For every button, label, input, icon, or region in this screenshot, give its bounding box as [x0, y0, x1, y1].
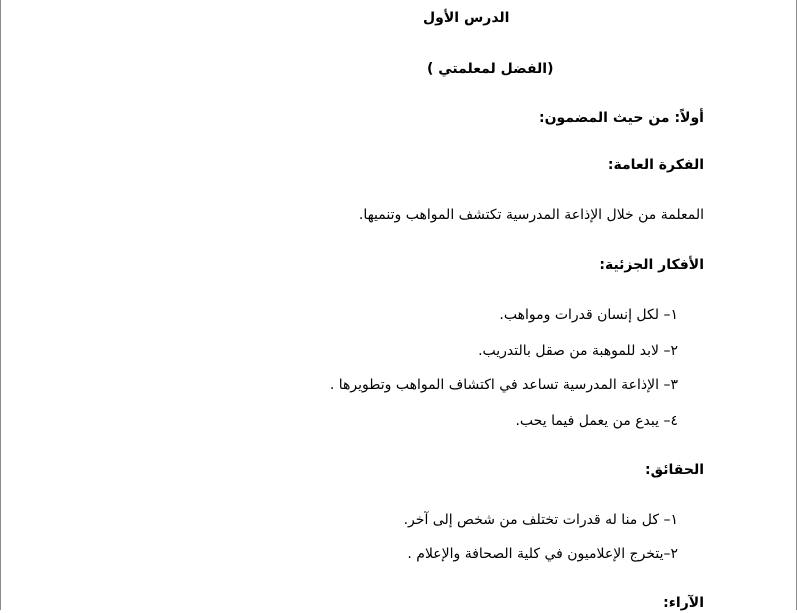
- partial-idea-item: ٢– لابد للموهبة من صقل بالتدريب.: [478, 343, 678, 359]
- partial-ideas-heading: الأفكار الجزئية:: [599, 257, 704, 273]
- lesson-title: الدرس الأول: [423, 10, 510, 26]
- facts-heading: الحقائق:: [645, 462, 704, 478]
- opinions-heading: الآراء:: [663, 595, 704, 611]
- general-idea-text: المعلمة من خلال الإذاعة المدرسية تكتشف المواهب وتنميها.: [358, 207, 704, 223]
- general-idea-heading: الفكرة العامة:: [607, 157, 704, 173]
- lesson-subtitle: (الفضل لمعلمتي ): [427, 61, 554, 77]
- partial-idea-item: ٣– الإذاعة المدرسية تساعد في اكتشاف المواهب وتطويرها .: [329, 377, 678, 393]
- partial-idea-item: ١– لكل إنسان قدرات ومواهب.: [499, 307, 678, 323]
- fact-item: ١– كل منا له قدرات تختلف من شخص إلى آخر.: [403, 512, 678, 528]
- section-content-heading: أولاً: من حيث المضمون:: [539, 110, 704, 126]
- partial-idea-item: ٤– يبدع من يعمل فيما يحب.: [515, 413, 678, 429]
- fact-item: ٢–يتخرج الإعلاميون في كلية الصحافة والإعلام .: [407, 546, 678, 562]
